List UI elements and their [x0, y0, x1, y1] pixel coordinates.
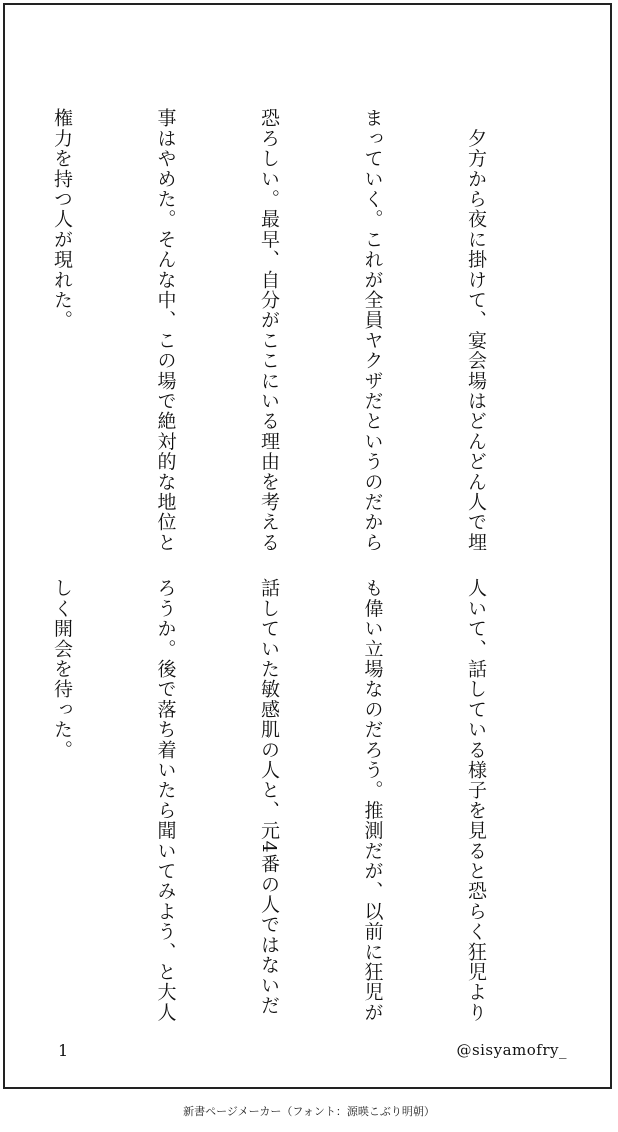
author-handle: @sisyamofry_ — [456, 1041, 567, 1059]
text-line: しく開会を待った。 — [51, 578, 73, 760]
text-line: ろうか。後で落ち着いたら聞いてみよう、と大人 — [154, 578, 177, 1023]
text-line: 人いて、話している様子を見ると恐らく狂児より — [465, 578, 487, 1023]
generator-credit: 新書ページメーカー（フォント：源暎こぶり明朝） — [183, 1105, 435, 1118]
text-line: 恐ろしい。最早、自分がここにいる理由を考える — [258, 108, 280, 553]
text-line: 夕方から夜に掛けて、宴会場はどんどん人で埋 — [465, 108, 487, 553]
page-number: 1 — [58, 1041, 69, 1060]
page-frame — [3, 3, 612, 1089]
text-line: 権力を持つ人が現れた。 — [51, 108, 73, 331]
lower-text-block — [51, 578, 562, 1048]
upper-text-block — [51, 108, 562, 578]
text-line: まっていく。これが全員ヤクザだというのだから — [361, 108, 384, 553]
text-line: 事はやめた。そんな中、この場で絶対的な地位と — [154, 108, 177, 553]
text-line: も偉い立場なのだろう。推測だが、以前に狂児が — [361, 578, 384, 1023]
text-line: 話していた敏感肌の人と、元4番の人ではないだ — [258, 578, 280, 1016]
